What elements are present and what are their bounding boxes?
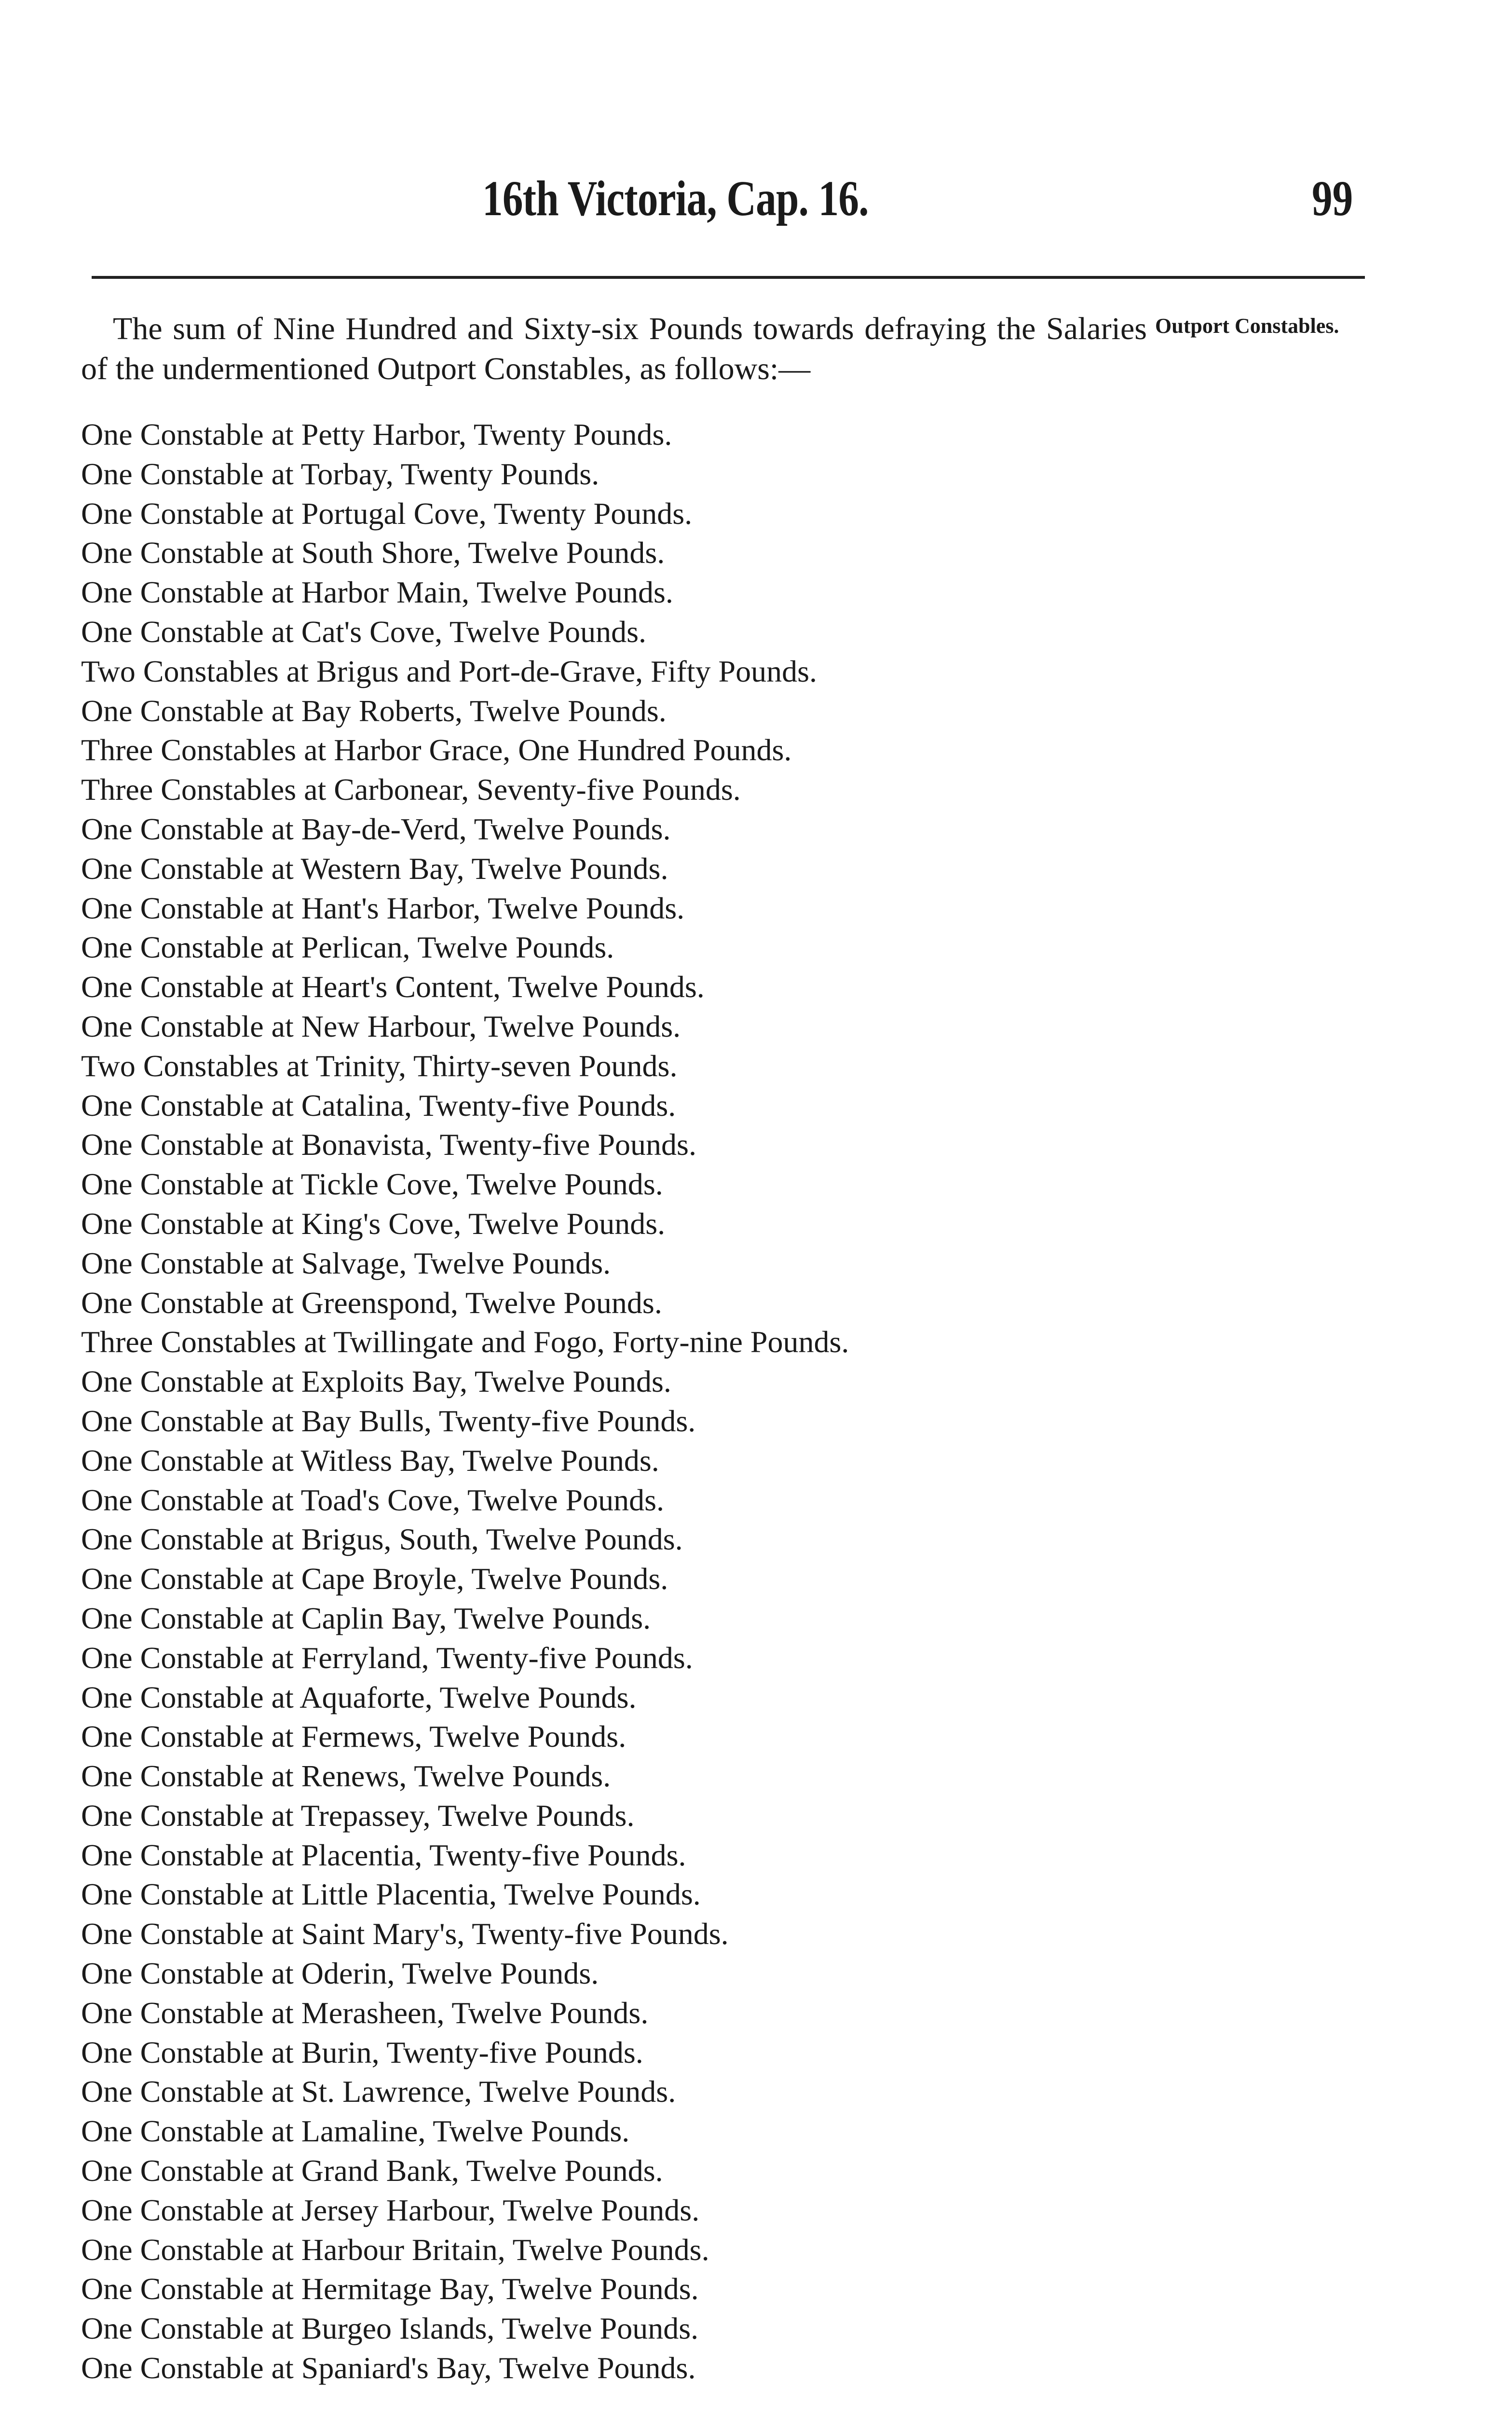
list-item: One Constable at Caplin Bay, Twelve Pounds. <box>81 1601 651 1635</box>
list-item: Two Constables at Brigus and Port-de-Grave, Fifty Pounds. <box>81 654 817 688</box>
list-item: One Constable at Bay-de-Verd, Twelve Pounds. <box>81 811 671 846</box>
list-item: One Constable at Jersey Harbour, Twelve Pounds. <box>81 2193 700 2227</box>
list-item: One Constable at Bonavista, Twenty-five Pounds. <box>81 1127 696 1162</box>
list-item: One Constable at Greenspond, Twelve Pounds. <box>81 1285 662 1320</box>
list-item: One Constable at Fermews, Twelve Pounds. <box>81 1719 627 1754</box>
list-item: One Constable at Aquaforte, Twelve Pounds. <box>81 1680 637 1714</box>
list-item: One Constable at Burin, Twenty-five Pounds. <box>81 2035 643 2069</box>
list-item: One Constable at Salvage, Twelve Pounds. <box>81 1246 611 1280</box>
list-item: One Constable at Torbay, Twenty Pounds. <box>81 456 599 491</box>
list-item: One Constable at Little Placentia, Twelve Pounds. <box>81 1877 701 1912</box>
list-item: One Constable at Merasheen, Twelve Pounds. <box>81 1995 649 2030</box>
header-rule <box>92 276 1365 279</box>
list-item: One Constable at Oderin, Twelve Pounds. <box>81 1956 599 1991</box>
list-item: One Constable at Cat's Cove, Twelve Pounds. <box>81 614 646 649</box>
list-item: One Constable at Spaniard's Bay, Twelve Pounds. <box>81 2351 696 2385</box>
list-item: One Constable at Ferryland, Twenty-five Pounds. <box>81 1640 693 1675</box>
list-item: Three Constables at Harbor Grace, One Hundred Pounds. <box>81 733 792 767</box>
list-item: Three Constables at Carbonear, Seventy-five Pounds. <box>81 772 741 807</box>
list-item: One Constable at Western Bay, Twelve Pounds. <box>81 851 668 886</box>
constables-intro-text: The sum of Nine Hundred and Sixty-six Pounds towards defraying the Salaries of the undermentioned Outport Constables, as follows:— <box>81 311 1147 386</box>
list-item: One Constable at Tickle Cove, Twelve Pounds. <box>81 1167 663 1202</box>
list-item: One Constable at Renews, Twelve Pounds. <box>81 1759 611 1794</box>
list-item: One Constable at Lamaline, Twelve Pounds. <box>81 2114 630 2149</box>
list-item: One Constable at Saint Mary's, Twenty-five Pounds. <box>81 1917 729 1951</box>
constables-list <box>81 415 1142 2388</box>
list-item: One Constable at King's Cove, Twelve Pounds. <box>81 1206 666 1241</box>
list-item: One Constable at Grand Bank, Twelve Pounds. <box>81 2153 663 2188</box>
list-item: Two Constables at Trinity, Thirty-seven Pounds. <box>81 1048 678 1083</box>
list-item: One Constable at Toad's Cove, Twelve Pounds. <box>81 1482 664 1517</box>
list-item: One Constable at St. Lawrence, Twelve Pounds. <box>81 2074 676 2109</box>
list-item: One Constable at Placentia, Twenty-five Pounds. <box>81 1837 686 1872</box>
list-item: One Constable at Bay Bulls, Twenty-five Pounds. <box>81 1403 696 1438</box>
running-title: 16th Victoria, Cap. 16. <box>482 171 869 226</box>
list-item: One Constable at Harbor Main, Twelve Pounds. <box>81 575 673 610</box>
list-item: One Constable at Portugal Cove, Twenty Pounds. <box>81 496 693 531</box>
list-item: One Constable at Hant's Harbor, Twelve Pounds. <box>81 891 685 925</box>
list-item: One Constable at Exploits Bay, Twelve Pounds. <box>81 1364 671 1399</box>
constables-intro <box>81 309 1147 389</box>
list-item: One Constable at Brigus, South, Twelve Pounds. <box>81 1522 683 1557</box>
list-item: One Constable at Bay Roberts, Twelve Pounds. <box>81 693 667 728</box>
list-item: One Constable at Petty Harbor, Twenty Pounds. <box>81 417 672 452</box>
list-item: One Constable at New Harbour, Twelve Pounds. <box>81 1009 681 1043</box>
list-item: One Constable at Harbour Britain, Twelve Pounds. <box>81 2232 709 2267</box>
margin-note-constables: Outport Constables. <box>1155 314 1339 338</box>
list-item: One Constable at Burgeo Islands, Twelve Pounds. <box>81 2311 699 2346</box>
list-item: Three Constables at Twillingate and Fogo, Forty-nine Pounds. <box>81 1325 849 1359</box>
list-item: One Constable at South Shore, Twelve Pounds. <box>81 535 665 570</box>
list-item: One Constable at Cape Broyle, Twelve Pounds. <box>81 1562 668 1596</box>
list-item: One Constable at Trepassey, Twelve Pounds. <box>81 1798 635 1833</box>
list-item: One Constable at Catalina, Twenty-five Pounds. <box>81 1088 676 1123</box>
list-item: One Constable at Witless Bay, Twelve Pounds. <box>81 1443 659 1478</box>
list-item: One Constable at Hermitage Bay, Twelve Pounds. <box>81 2272 699 2306</box>
list-item: One Constable at Perlican, Twelve Pounds. <box>81 930 614 965</box>
page-number: 99 <box>1312 171 1353 226</box>
list-item: One Constable at Heart's Content, Twelve Pounds. <box>81 970 705 1004</box>
